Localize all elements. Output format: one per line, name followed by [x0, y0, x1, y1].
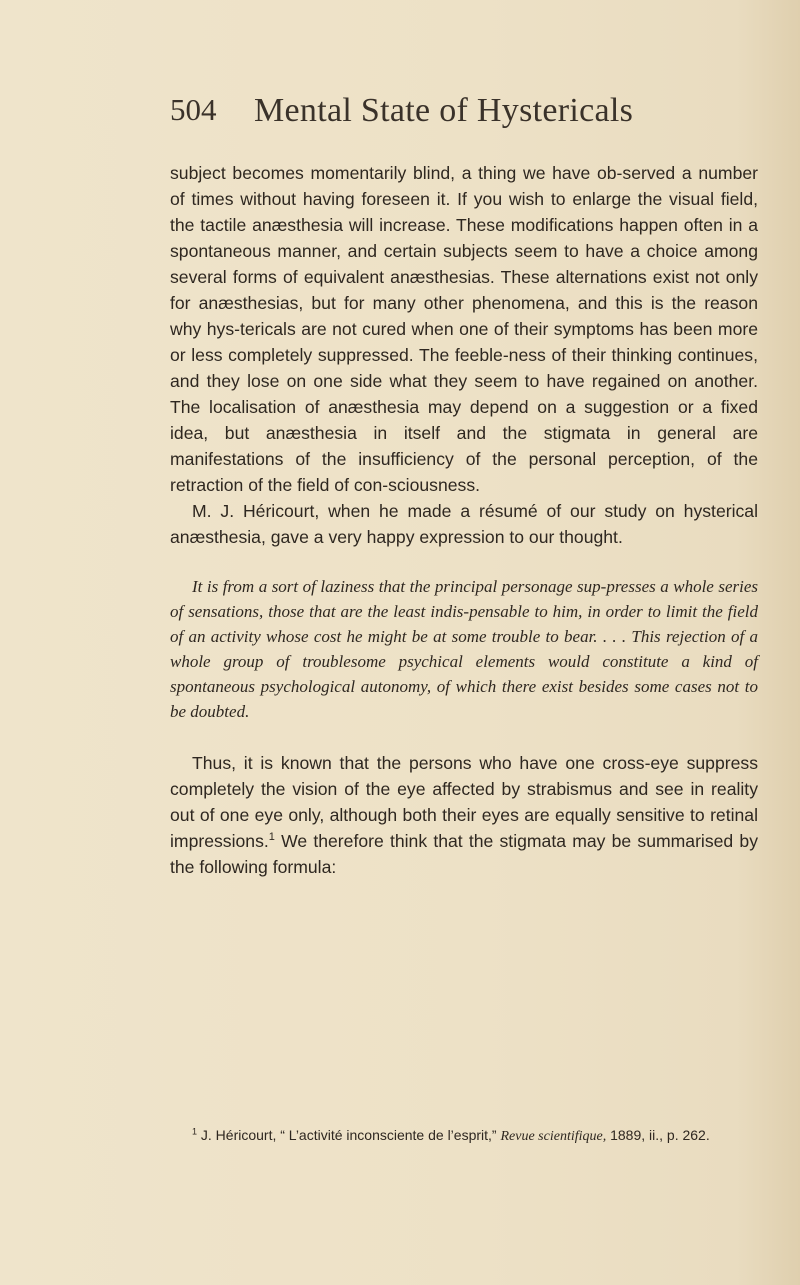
paragraph-continued: subject becomes momentarily blind, a thing we have ob-served a number of times without having foreseen it. If you wish to enlarge the visual field, the tactile anæsthesia will increase. These modifications happen often in a spontaneous manner, and certain subjects seem to have a choice among several forms of equivalent anæsthesias. These alternations exist not only for anæsthesias, but for many other phenomena, and this is the reason why hys-tericals are not cured when one of their symptoms has been more or less completely suppressed. The feeble-ness of their thinking continues, and they lose on one side what they seem to have regained on another. The localisation of anæsthesia may depend on a suggestion or a fixed idea, but anæsthesia in itself and the stigmata in general are manifestations of the insufficiency of the personal perception, of the retraction of the field of con-sciousness. [170, 163, 758, 495]
paragraph-closing [170, 750, 758, 880]
body-text [170, 160, 758, 880]
closing-text-before-ref: Thus, it is known that the persons who have one cross-eye suppress completely the vision of the eye affected by strabismus and see in reality out of one eye only, although both their eyes are equally sensitive to retinal impressions. [170, 753, 758, 851]
footnote-text-before-journal: J. Héricourt, “ L’activité inconsciente de l’esprit,” [197, 1127, 501, 1143]
footnote-mark: 1 [192, 1126, 198, 1137]
page-number: 504 [170, 92, 217, 127]
footnote-journal: Revue scientifique, [500, 1129, 607, 1144]
closing-text-after-ref: We therefore think that the stigmata may be summarised by the following formula: [170, 831, 758, 877]
footnote-text-after-journal: 1889, ii., p. 262. [606, 1127, 710, 1143]
page-header [170, 92, 770, 146]
running-title: Mental State of Hystericals [254, 92, 634, 129]
block-quote: It is from a sort of laziness that the principal personage sup-presses a whole series of sensations, those that are the least indis-pensable to him, in order to limit the field of an activity whose cost he might be at some trouble to bear. . . . This rejection of a whole group of troublesome psychical elements would constitute a kind of spontaneous psychological autonomy, of which there exist besides some cases not to be doubted. [170, 577, 758, 721]
footnote-reference: 1 [268, 831, 275, 844]
paragraph-hericourt: M. J. Héricourt, when he made a résumé of our study on hysterical anæsthesia, gave a very happy expression to our thought. [170, 501, 758, 547]
footnote [170, 1125, 758, 1147]
